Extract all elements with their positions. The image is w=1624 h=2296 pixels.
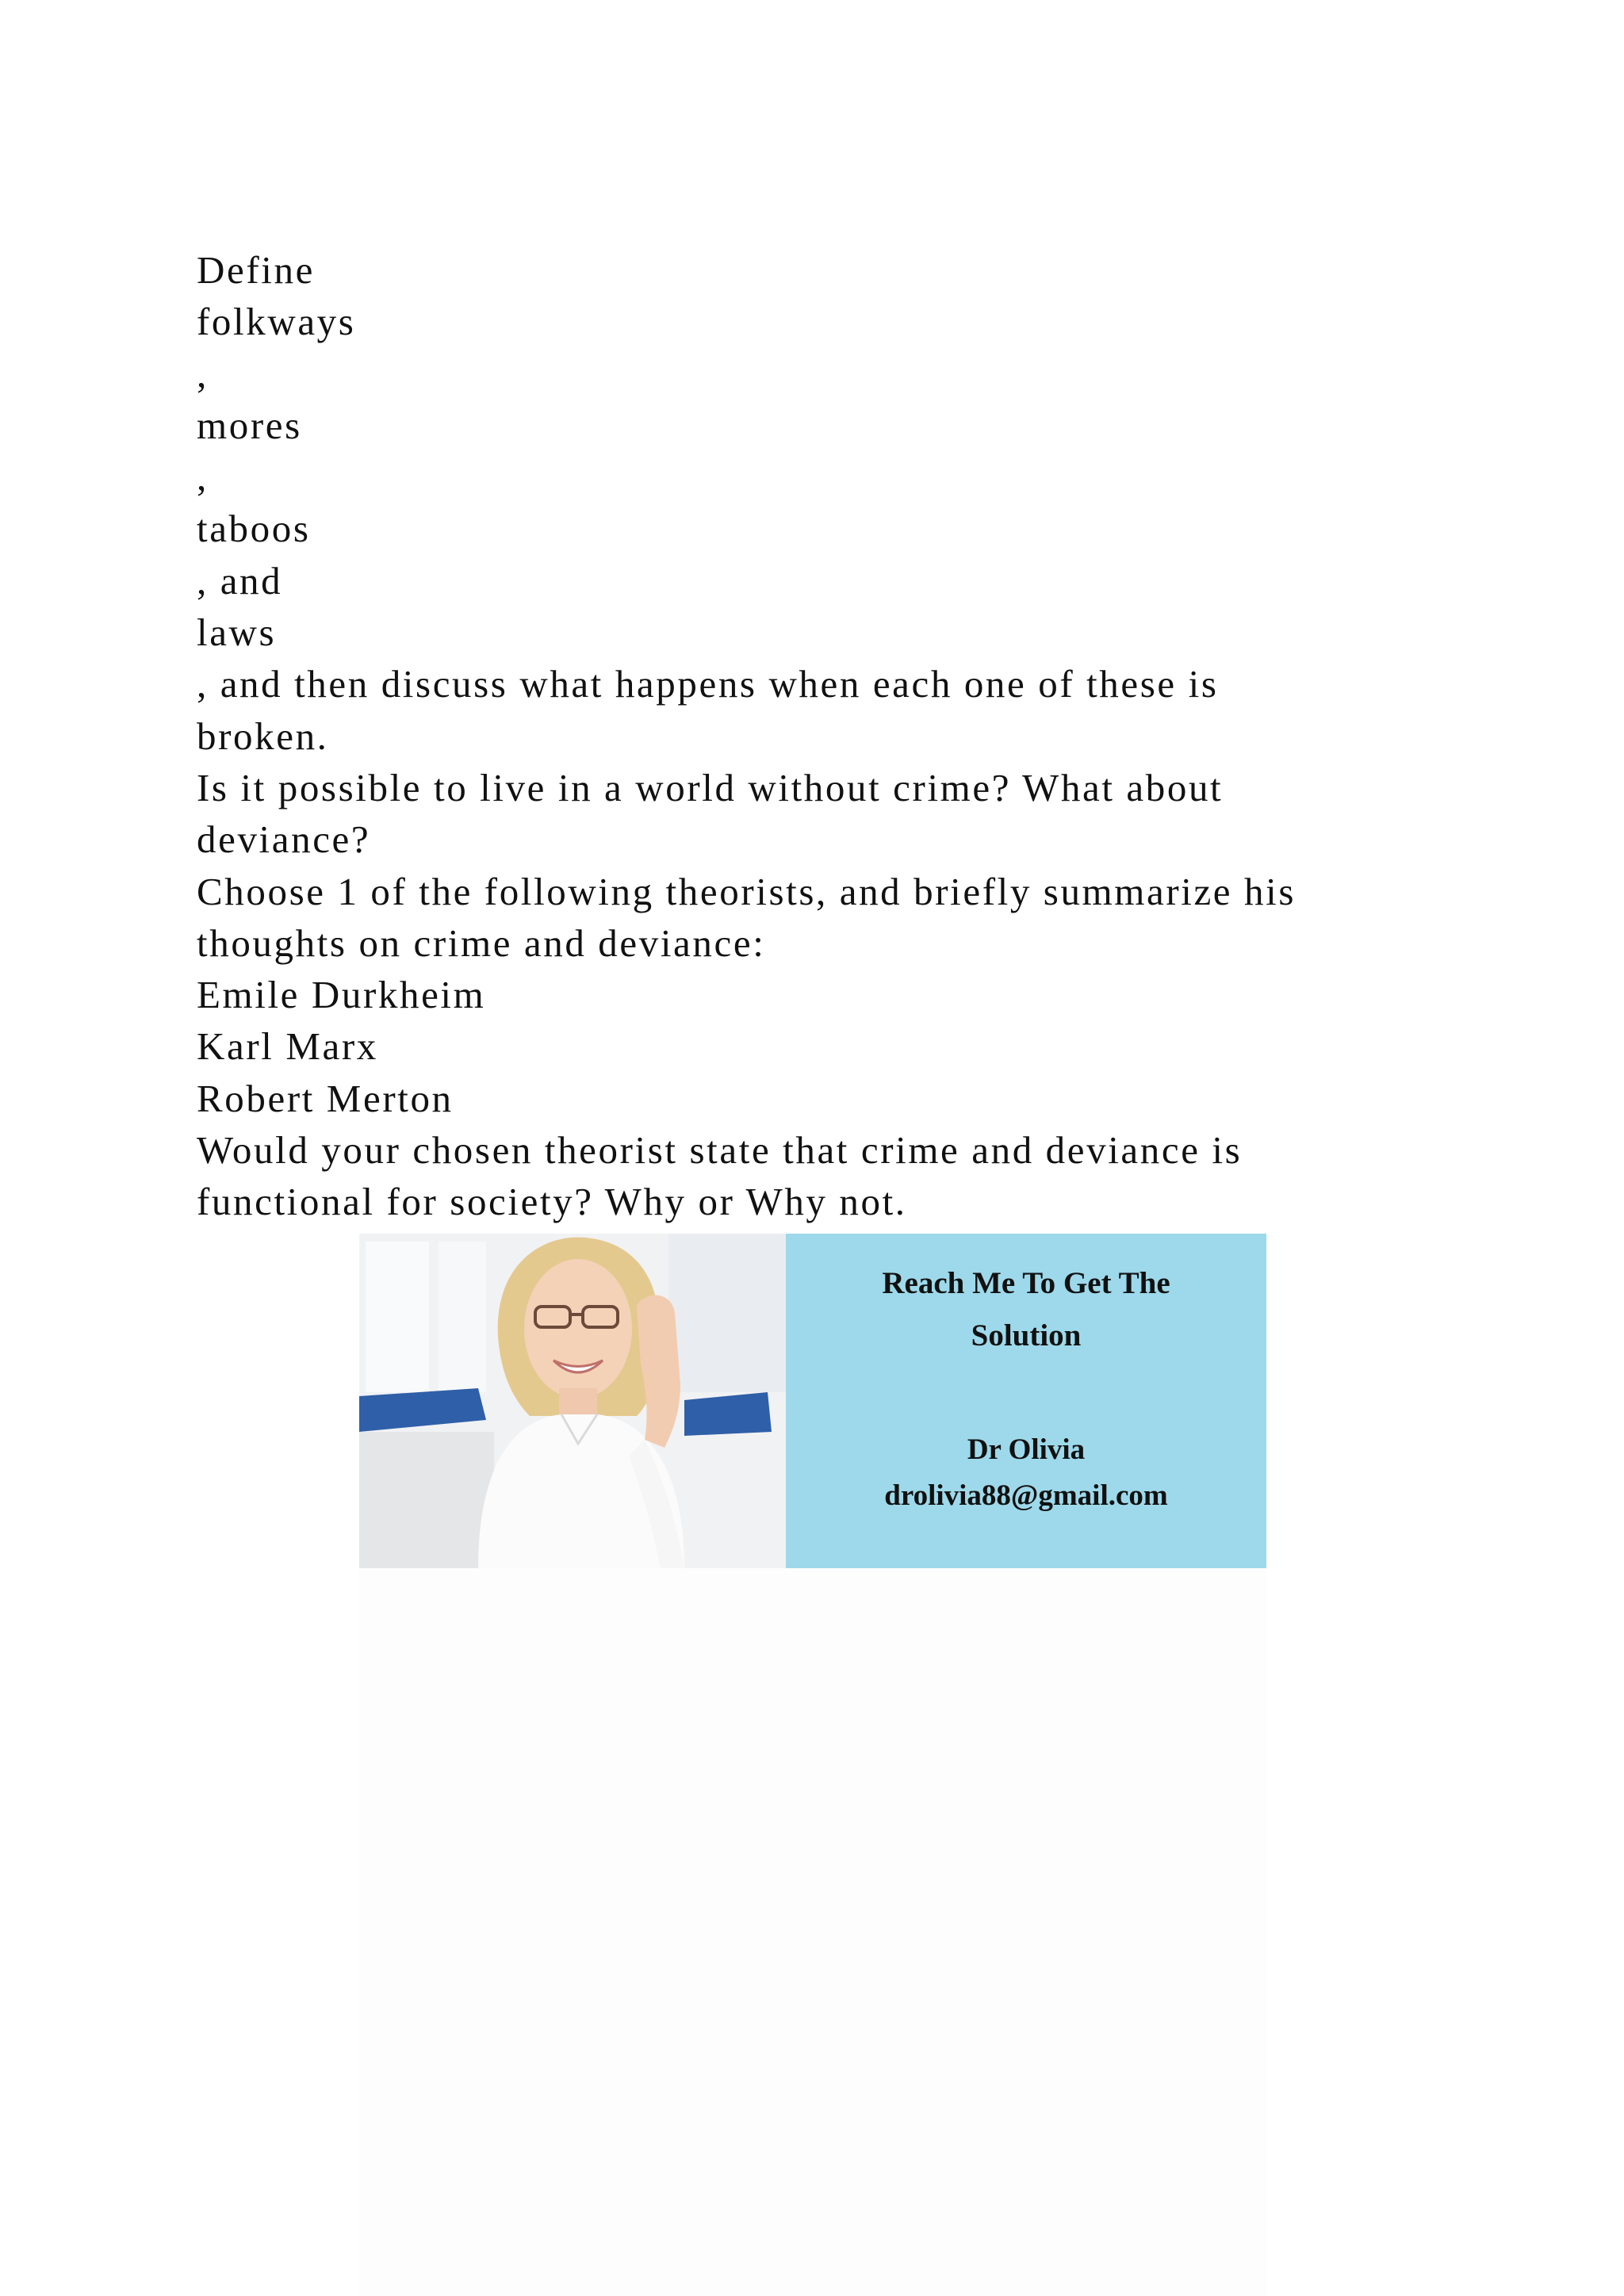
text-line-marx: Karl Marx (197, 1024, 378, 1069)
text-line-thoughts: thoughts on crime and deviance: (197, 920, 766, 965)
text-line-why-not: functional for society? Why or Why not. (197, 1180, 907, 1224)
assignment-text (197, 244, 1465, 1228)
text-line-merton: Robert Merton (197, 1076, 454, 1120)
text-line-durkheim: Emile Durkheim (197, 973, 486, 1017)
text-line-define: Define (197, 248, 315, 292)
text-line-broken: broken. (197, 714, 329, 758)
text-line-taboos: taboos (197, 507, 311, 551)
text-line-choose-theorist: Choose 1 of the following theorists, and briefly summarize his (197, 869, 1296, 913)
text-line-laws: laws (197, 610, 277, 655)
ad-headline-line1: Reach Me To Get The (882, 1266, 1170, 1300)
text-line-comma-2: , (197, 455, 209, 499)
contact-name: Dr Olivia (967, 1433, 1086, 1466)
contact-ad-banner (359, 1234, 1266, 1568)
text-line-discuss: , and then discuss what happens when each one of these is (197, 662, 1219, 706)
ad-headline-line2: Solution (971, 1318, 1082, 1353)
text-line-functional-question: Would your chosen theorist state that crime and deviance is (197, 1128, 1243, 1173)
text-line-folkways: folkways (197, 300, 356, 344)
contact-info-panel (786, 1234, 1266, 1568)
blank-image-area (359, 1568, 1266, 2296)
contact-email: drolivia88@gmail.com (884, 1479, 1168, 1512)
text-line-and: , and (197, 558, 283, 603)
text-line-mores: mores (197, 403, 302, 447)
text-line-deviance: deviance? (197, 817, 371, 862)
text-line-comma-1: , (197, 351, 209, 396)
text-line-question-crime: Is it possible to live in a world without crime? What about (197, 765, 1224, 809)
ad-headline (786, 1257, 1266, 1362)
smiling-woman-photo-icon (359, 1234, 786, 1568)
